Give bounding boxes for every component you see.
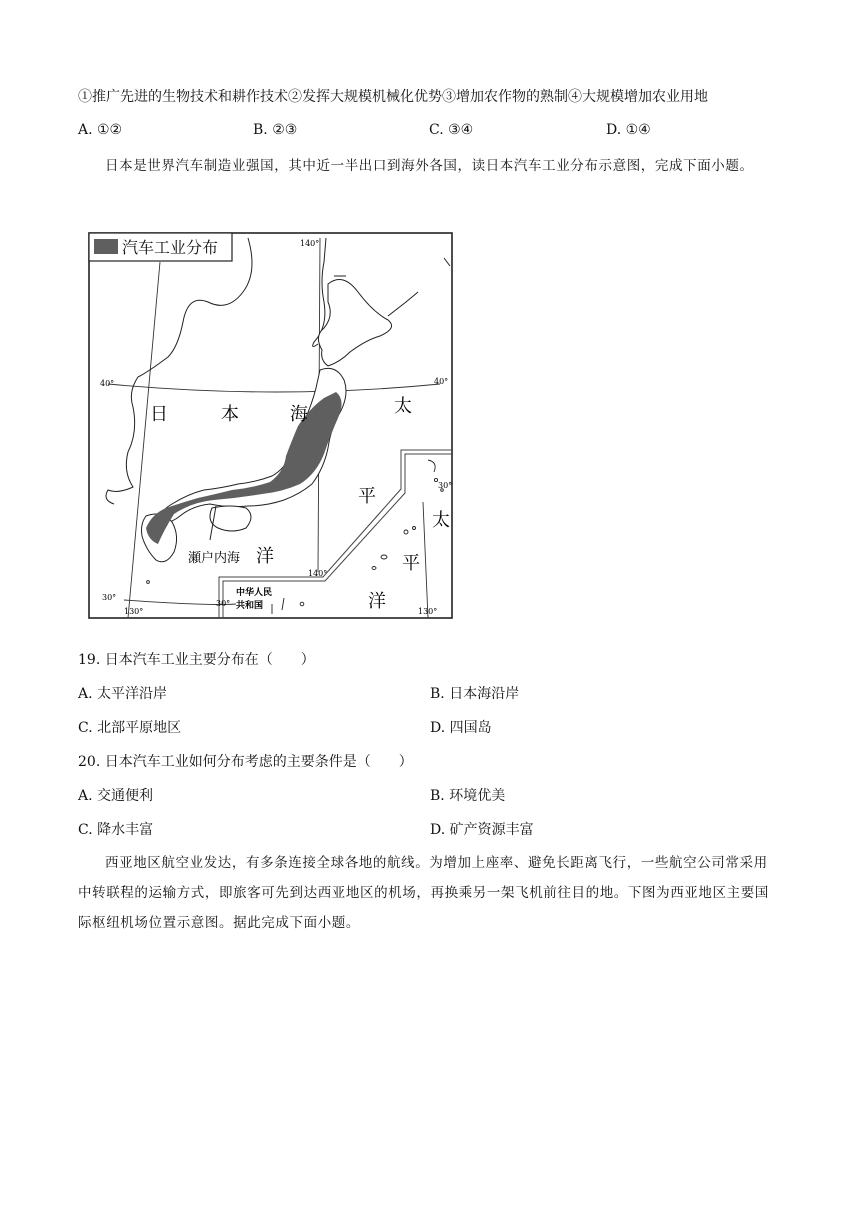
q20-stem: 20. 日本汽车工业如何分布考虑的主要条件是（ ）	[78, 754, 413, 770]
q19-option-c[interactable]: C. 北部平原地区	[78, 720, 182, 736]
q20-option-c[interactable]: C. 降水丰富	[78, 822, 154, 838]
label-pacific-1: 太	[394, 396, 412, 417]
label-sea-japan-3: 海	[290, 404, 308, 425]
label-sea-japan-2: 本	[221, 404, 239, 425]
label-china-2: 共和国	[236, 601, 264, 611]
japan-auto-industry-map	[88, 232, 454, 620]
label-sea-japan-1: 日	[150, 404, 168, 425]
q20-option-d[interactable]: D. 矿产资源丰富	[430, 822, 534, 838]
q18-option-d[interactable]: D. ①④	[606, 122, 651, 138]
q20-option-a[interactable]: A. 交通便利	[78, 788, 154, 804]
q20-option-b[interactable]: B. 环境优美	[430, 788, 506, 804]
label-lat-40-left: 40°	[100, 379, 115, 388]
q19-option-d[interactable]: D. 四国岛	[430, 720, 492, 736]
label-lat-30-right: 30°	[216, 599, 231, 608]
label-lon-140-top: 140°	[300, 239, 320, 248]
q19-option-a[interactable]: A. 太平洋沿岸	[78, 686, 168, 702]
legend-swatch	[94, 239, 118, 254]
label-inset-pacific-1: 太	[432, 510, 450, 531]
label-inset-pacific-2: 平	[402, 553, 420, 574]
q18-statement: ①推广先进的生物技术和耕作技术②发挥大规模机械化优势③增加农作物的熟制④大规模增加农业用地	[78, 89, 708, 105]
q18-option-a[interactable]: A. ①②	[78, 122, 123, 138]
label-lon-130-inset: 130°	[418, 607, 438, 616]
q19-option-b[interactable]: B. 日本海沿岸	[430, 686, 520, 702]
label-lon-140-bottom: 140°	[308, 569, 328, 578]
intro-paragraph-west-asia: 西亚地区航空业发达，有多条连接全球各地的航线。为增加上座率、避免长距离飞行，一些航空公司常采用中转联程的运输方式，即旅客可先到达西亚地区的机场，再换乘另一架飞机前往目的地。下图为西亚地区主要国际枢纽机场位置示意图。据此完成下面小题。	[78, 855, 769, 931]
shikoku-island	[210, 506, 251, 531]
label-lat-30-inset: 30°	[438, 481, 453, 490]
label-inset-pacific-3: 洋	[368, 591, 386, 612]
q19-stem: 19. 日本汽车工业主要分布在（ ）	[78, 652, 315, 668]
label-lon-130-left: 130°	[124, 607, 144, 616]
label-lat-30-left: 30°	[102, 593, 117, 602]
q18-option-b[interactable]: B. ②③	[253, 122, 298, 138]
intro-paragraph-japan: 日本是世界汽车制造业强国，其中近一半出口到海外各国，读日本汽车工业分布示意图，完成下面小题。	[105, 158, 754, 174]
label-pacific-2: 平	[358, 486, 376, 507]
q18-option-c[interactable]: C. ③④	[429, 122, 474, 138]
label-lat-40-right: 40°	[434, 377, 449, 386]
label-seto-inland-sea: 瀬户内海	[188, 551, 241, 566]
label-china-1: 中华人民	[236, 588, 273, 598]
legend-label: 汽车工业分布	[122, 238, 219, 257]
label-pacific-3: 洋	[256, 546, 274, 567]
